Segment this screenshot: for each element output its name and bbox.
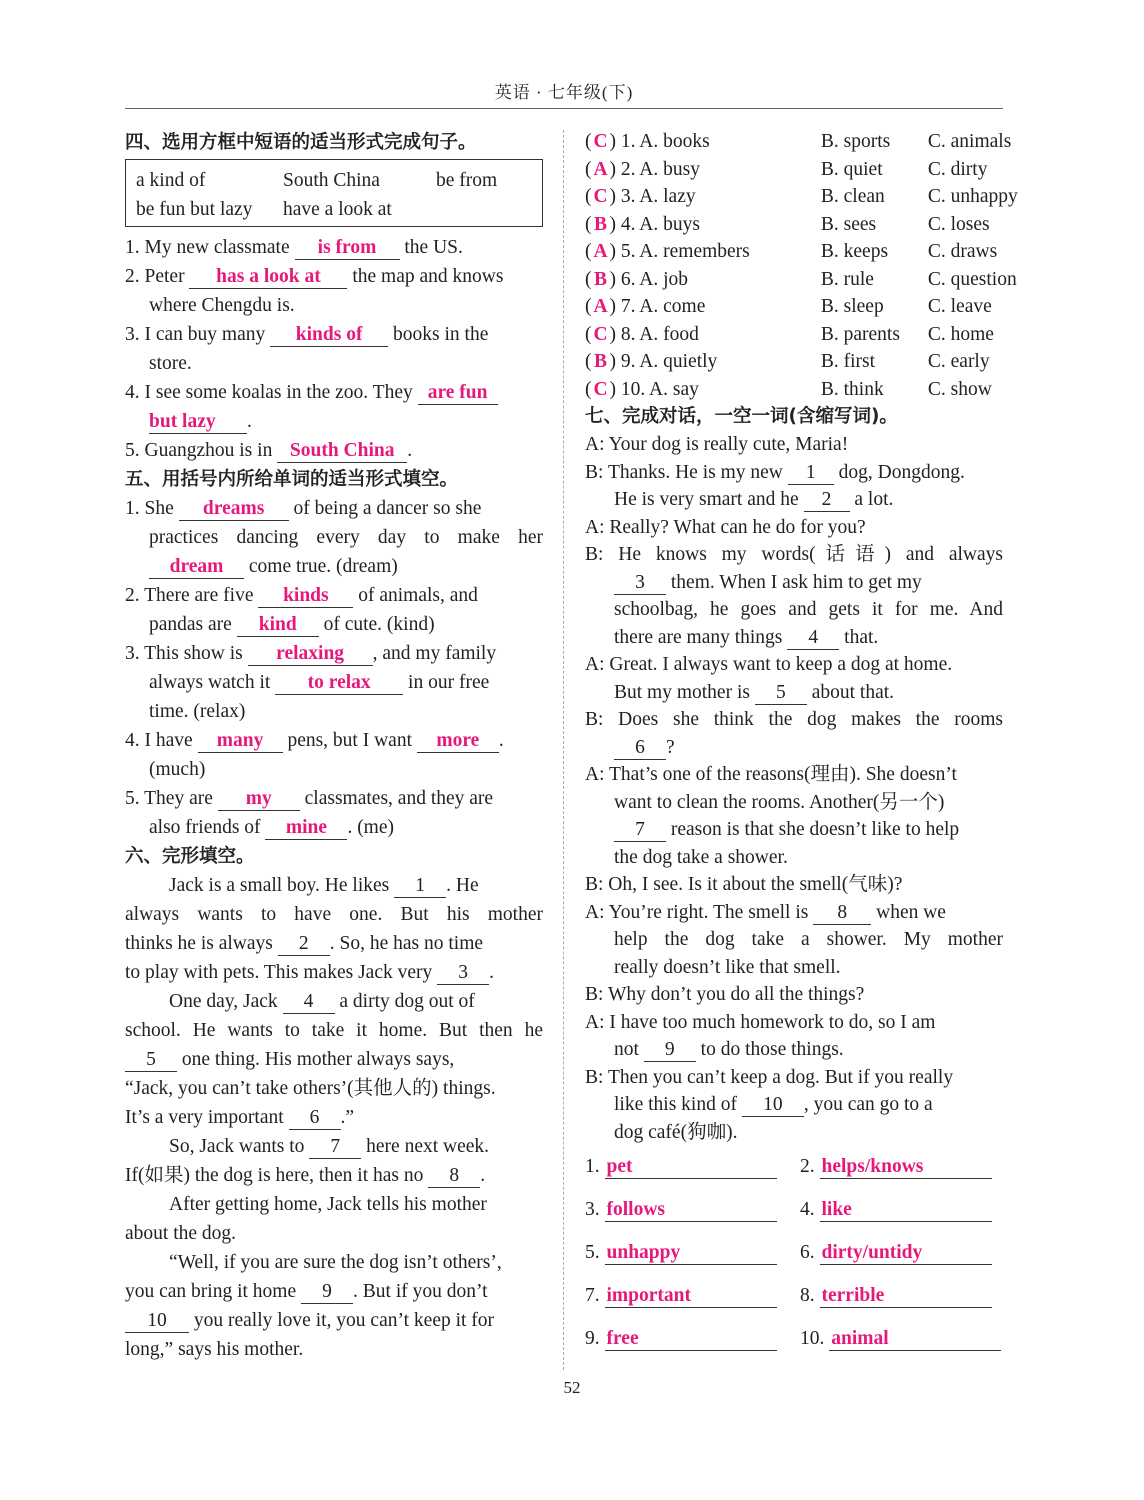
dialogue-text: dog, Dongdong. [838,461,965,483]
answer-item [585,1199,777,1222]
dialogue-text: like this kind of [614,1094,737,1115]
question-text: 3. This show is [125,643,243,664]
dialogue-text: them. When I ask him to get my [670,571,922,593]
dialogue-blank: 2 [804,489,850,512]
question-continuation: store. [149,353,192,374]
question-text: the US. [404,237,463,258]
choice-option-b: B. quiet [820,158,883,180]
section-6-title: 六、完形填空。 [125,846,255,867]
dialogue-text: A: You’re right. The smell is [585,901,809,923]
choice-option-a: 7. A. come [620,296,706,317]
dialogue-line [585,1091,1003,1119]
choice-option-b: B. think [820,378,884,400]
dialogue-line [585,1036,1003,1064]
choice-option-a: 2. A. busy [620,158,700,180]
choice-answer: A [593,241,608,262]
answer-blank: but lazy [149,411,247,434]
dialogue-text: there are many things [614,626,783,648]
dialogue [585,431,1003,1146]
question-text: 4. I see some koalas in the zoo. They [125,382,413,403]
dialogue-line [585,624,1003,652]
choice-row [585,128,1012,156]
choice-answer: C [593,378,608,400]
dialogue-line [585,679,1003,707]
choice-option-a: 1. A. books [620,131,710,152]
answer-value: terrible [820,1285,992,1308]
dialogue-line: A: That’s one of the reasons(理由). She doesn’t [585,764,957,785]
passage-text: . So, he has no time [329,933,484,954]
dialogue-line: B: Why don’t you do all the things? [585,984,865,1005]
choice-option-b: B. rule [820,268,874,290]
passage-text: to play with pets. This makes Jack very [125,962,433,983]
passage-text: here next week. [366,1136,490,1157]
dialogue-text: to do those things. [700,1039,844,1060]
passage-text: you really love it, you can’t keep it for [193,1310,495,1331]
dialogue-line [585,569,1003,597]
choice-option-c: C. animals [927,131,1012,152]
dialogue-line: A: Your dog is really cute, Maria! [585,434,849,455]
passage-line: about the dog. [125,1223,237,1244]
paren-close: ) [609,213,621,235]
choice-option-b: B. keeps [820,241,889,262]
question-text: also friends of [149,817,261,838]
dialogue-line [585,816,1003,844]
question-text: pandas are [149,614,232,635]
choice-option-c: C. leave [927,296,992,317]
choice-option-b: B. sports [820,131,891,152]
answer-value: unhappy [605,1242,777,1265]
answer-item [800,1285,992,1308]
dialogue-text: about that. [811,681,895,703]
choice-option-a: 8. A. food [620,323,699,345]
question-text: always watch it [149,672,271,693]
answer-blank: South China [277,440,407,463]
question-text: 5. They are [125,788,213,809]
dialogue-blank: 7 [614,819,666,842]
choice-answer: B [593,213,607,235]
dialogue-line: B: Oh, I see. Is it about the smell(气味)? [585,874,903,895]
dialogue-line: help the dog take a shower. My mother [614,929,1003,950]
question-continuation [125,610,543,639]
dialogue-line: A: Really? What can he do for you? [585,516,866,538]
question-text: pens, but I want [287,730,412,751]
dialogue-text: not [614,1039,639,1060]
question-text: 2. There are five [125,585,254,606]
answer-blank: has a look at [189,266,347,289]
answer-row [585,1242,1003,1285]
choice-option-c: C. loses [927,213,990,235]
question-text: . (me) [347,817,394,838]
answer-row [585,1285,1003,1328]
dialogue-line: B: Then you can’t keep a dog. But if you really [585,1066,954,1088]
choice-answer: A [593,296,608,317]
dialogue-line: B: He knows my words(话语) and always [585,544,1003,565]
answer-row [585,1156,1003,1199]
passage-text: a dirty dog out of [339,991,475,1012]
answer-number: 10. [800,1328,825,1349]
answer-blank: many [198,730,283,753]
question-text: the map and knows [352,266,504,287]
dialogue-line: schoolbag, he goes and gets it for me. And [614,599,1003,620]
paren-open: ( [585,158,592,180]
dialogue-blank: 3 [614,572,666,595]
section-7-title: 七、完成对话，一空一词(含缩写词)。 [585,406,898,427]
answer-blank: my [218,788,300,811]
question-text: 1. She [125,498,174,519]
choice-row [585,348,1003,376]
answer-number: 7. [585,1285,600,1306]
choice-row [585,183,1018,211]
question [125,726,543,755]
paren-close: ) [609,241,621,262]
dialogue-text: when we [876,901,946,923]
question-continuation [125,407,543,436]
question-text: 1. My new classmate [125,237,290,258]
dialogue-line: dog café(狗咖). [614,1121,738,1143]
answer-number: 4. [800,1199,815,1220]
question-text: books in the [393,324,489,345]
answer-value: dirty/untidy [820,1242,992,1265]
answer-item [585,1285,777,1308]
answer-item [585,1328,777,1351]
choice-option-a: 5. A. remembers [620,241,750,262]
paren-close: ) [609,268,621,290]
question-continuation: where Chengdu is. [149,295,295,316]
choice-answer: C [593,131,608,152]
dialogue-line: the dog take a shower. [614,846,788,868]
dialogue-text: B: Thanks. He is my new [585,461,783,483]
choice-row [585,156,1003,184]
answer-item [800,1156,992,1179]
paren-open: ( [585,323,592,345]
right-column [585,128,1018,1371]
answer-item [800,1328,1001,1351]
passage-text: . [489,962,494,983]
dialogue-blank: 9 [644,1039,696,1062]
question-text: 2. Peter [125,266,185,287]
paren-close: ) [609,131,621,152]
choice-option-c: C. question [927,268,1017,290]
choice-answer: B [593,351,607,372]
cloze-blank: 5 [125,1049,177,1072]
answer-blank: kinds of [270,324,388,347]
answer-item [585,1156,777,1179]
passage-line [125,1306,543,1335]
cloze-blank: 4 [283,991,335,1014]
question [125,320,543,349]
passage-line: After getting home, Jack tells his mother [169,1194,487,1215]
answer-blank: relaxing [248,643,373,666]
question-text: come true. (dream) [248,556,398,577]
passage-line [125,1277,543,1306]
paren-open: ( [585,186,592,207]
choice-option-b: B. sleep [820,296,884,317]
choice-row [585,376,1003,404]
dialogue-text: , you can go to a [803,1094,933,1115]
answer-value: helps/knows [820,1156,992,1179]
paren-close: ) [609,378,621,400]
passage-line [125,1045,543,1074]
choice-option-c: C. early [927,351,990,372]
question-text: 4. I have [125,730,193,751]
question-continuation [125,668,543,697]
choice-answer: C [593,186,608,207]
passage-text: It’s a very important [125,1107,284,1128]
cloze-blank: 6 [289,1107,341,1130]
passage-text: . [480,1165,486,1186]
page-number: 52 [563,1378,581,1397]
answer-item [800,1199,992,1222]
passage-line [125,929,543,958]
passage-text: one thing. His mother always says, [181,1049,455,1070]
choice-answer: A [593,158,608,180]
phrase-box-row [136,166,532,195]
dialogue-line: A: Great. I always want to keep a dog at home. [585,654,953,675]
answer-item [800,1242,992,1265]
question-text: . [247,411,252,432]
answer-number: 5. [585,1242,600,1263]
phrase: a kind of [136,170,206,191]
paren-open: ( [585,268,592,290]
dialogue-line: A: I have too much homework to do, so I am [585,1011,936,1033]
question-continuation [125,813,543,842]
answer-blank: more [417,730,499,753]
choice-row [585,211,1003,239]
choice-option-c: C. unhappy [927,186,1018,207]
answer-row [585,1328,1003,1371]
choice-answer: B [593,268,607,290]
passage-line: always wants to have one. But his mother [125,904,543,925]
passage-line: long,” says his mother. [125,1339,304,1360]
cloze-blank: 1 [394,875,446,898]
passage-line: “Jack, you can’t take others’(其他人的) things. [125,1078,496,1099]
choice-option-a: 4. A. buys [620,213,700,235]
dialogue-line: want to clean the rooms. Another(另一个) [614,791,945,813]
answer-grid [585,1156,1003,1371]
question-text: . [407,440,413,461]
paren-close: ) [609,323,621,345]
dialogue-text: But my mother is [614,681,750,703]
dialogue-line: B: Does she think the dog makes the rooms [585,709,1003,730]
answer-value: follows [605,1199,777,1222]
choice-row [585,293,1003,321]
choice-row [585,266,1017,294]
question [125,494,543,523]
paren-open: ( [585,241,592,262]
passage-text: thinks he is always [125,933,273,954]
answer-blank: are fun [418,382,498,405]
multiple-choice-list [585,128,1018,403]
dialogue-blank: 5 [755,682,807,705]
answer-value: animal [829,1328,1001,1351]
dialogue-text: a lot. [854,489,894,510]
answer-number: 3. [585,1199,600,1220]
answer-value: like [820,1199,992,1222]
dialogue-line [585,899,1003,927]
choice-option-c: C. dirty [927,158,988,180]
dialogue-line: really doesn’t like that smell. [614,956,841,978]
dialogue-text: ? [666,736,675,758]
cloze-blank: 3 [437,962,489,985]
choice-option-a: 3. A. lazy [620,186,696,207]
question-text: 3. I can buy many [125,324,266,345]
left-column [125,128,543,1364]
phrase: South China [283,170,380,191]
choice-option-b: B. parents [820,323,900,345]
dialogue-line [585,486,1003,514]
question-text: in our free [408,672,490,693]
question-text: classmates, and they are [304,788,494,809]
dialogue-blank: 4 [787,627,839,650]
choice-option-b: B. first [820,351,876,372]
passage-text: Jack is a small boy. He likes [169,875,390,896]
question [125,784,543,813]
question [125,581,543,610]
passage-line: “Well, if you are sure the dog isn’t others’, [169,1252,502,1273]
paren-open: ( [585,378,592,400]
answer-blank: mine [265,817,347,840]
question-text: of being a dancer so she [293,498,482,519]
choice-row [585,238,1003,266]
question-continuation: (much) [149,759,206,780]
choice-row [585,321,1003,349]
question [125,262,543,291]
answer-blank: kinds [258,585,353,608]
passage-line [125,1103,543,1132]
dialogue-text: He is very smart and he [614,489,799,510]
paren-open: ( [585,213,592,235]
passage-line [125,987,543,1016]
question [125,436,543,465]
question-continuation: time. (relax) [149,701,246,722]
phrase-box-row [136,195,532,224]
answer-number: 6. [800,1242,815,1263]
choice-option-a: 6. A. job [620,268,689,290]
paren-close: ) [609,158,621,180]
question-continuation: practices dancing every day to make her [149,527,543,548]
answer-number: 9. [585,1328,600,1349]
header-rule [125,108,1003,109]
question-text: 5. Guangzhou is in [125,440,273,461]
paren-open: ( [585,351,592,372]
cloze-blank: 8 [428,1165,480,1188]
answer-value: important [605,1285,777,1308]
passage-text: If(如果) the dog is here, then it has no [125,1165,424,1186]
passage-text: So, Jack wants to [169,1136,305,1157]
answer-blank: is from [295,237,400,260]
passage-line [125,871,543,900]
passage-line: school. He wants to take it home. But then he [125,1020,543,1041]
phrase: have a look at [283,199,392,220]
paren-open: ( [585,296,592,317]
choice-answer: C [593,323,608,345]
dialogue-blank: 8 [813,902,871,925]
passage-text: .” [340,1107,355,1128]
choice-option-b: B. clean [820,186,885,207]
choice-option-a: 9. A. quietly [620,351,718,372]
answer-value: pet [605,1156,777,1179]
passage-line [125,1132,543,1161]
section-4-title: 四、选用方框中短语的适当形式完成句子。 [125,132,477,153]
cloze-blank: 2 [278,933,330,956]
paren-close: ) [609,351,621,372]
answer-value: free [605,1328,777,1351]
passage-line [125,1161,543,1190]
dialogue-blank: 10 [742,1094,804,1117]
paren-open: ( [585,131,592,152]
page-header: 英语 · 七年级(下) [494,83,634,102]
section-5-title: 五、用括号内所给单词的适当形式填空。 [125,469,459,490]
phrase-box [125,159,543,227]
answer-blank: dreams [179,498,289,521]
passage-text: . But if you don’t [353,1281,488,1302]
cloze-blank: 9 [301,1281,353,1304]
question [125,233,543,262]
paren-close: ) [609,296,621,317]
answer-blank: dream [149,556,244,579]
dialogue-text: that. [844,626,879,648]
passage-text: you can bring it home [125,1281,297,1302]
answer-number: 8. [800,1285,815,1306]
dialogue-line [585,734,1003,762]
answer-blank: kind [237,614,319,637]
dialogue-blank: 6 [614,737,666,760]
answer-number: 2. [800,1156,815,1177]
choice-option-c: C. show [927,378,992,400]
question-text: , and my family [372,643,497,664]
choice-option-c: C. draws [927,241,998,262]
answer-item [585,1242,777,1265]
answer-row [585,1199,1003,1242]
phrase: be fun but lazy [136,199,253,220]
question [125,378,543,407]
dialogue-blank: 1 [788,462,834,485]
passage-line [125,958,543,987]
answer-blank: to relax [275,672,403,695]
question [125,639,543,668]
choice-option-b: B. sees [820,213,877,235]
question-text: of cute. (kind) [323,614,435,635]
paren-close: ) [609,186,621,207]
dialogue-line [585,459,1003,487]
dialogue-text: reason is that she doesn’t like to help [670,819,960,840]
choice-option-a: 10. A. say [620,378,699,400]
passage-text: . He [446,875,479,896]
question-text: . [498,730,504,751]
passage-text: One day, Jack [169,991,278,1012]
phrase: be from [436,170,498,191]
column-divider [563,130,564,1370]
cloze-blank: 7 [309,1136,361,1159]
answer-number: 1. [585,1156,600,1177]
cloze-blank: 10 [125,1310,189,1333]
question-text: of animals, and [358,585,478,606]
choice-option-c: C. home [927,323,994,345]
question-continuation [125,552,543,581]
